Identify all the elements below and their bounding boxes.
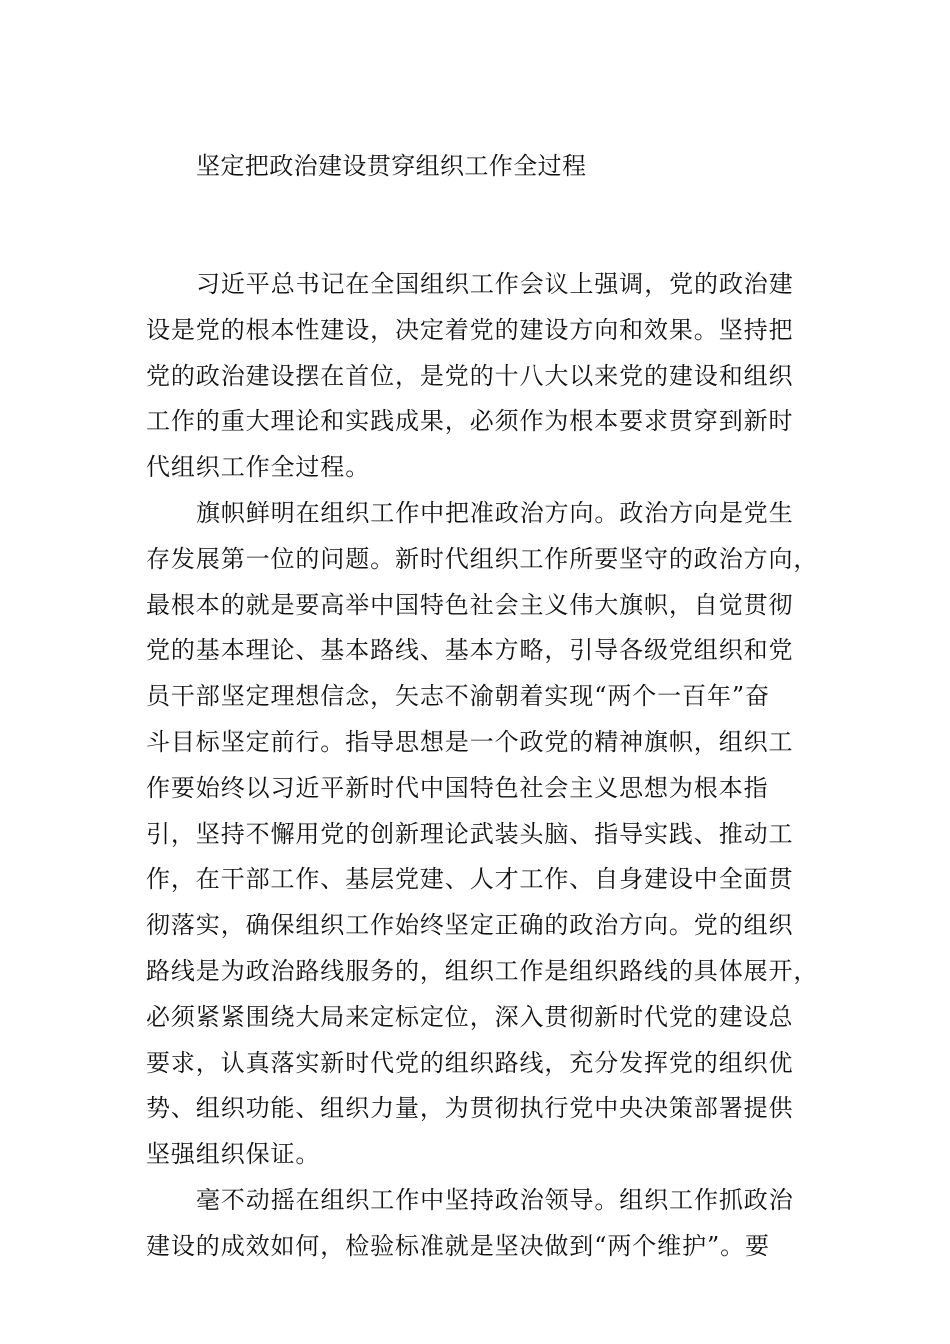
text-line: 作要始终以习近平新时代中国特色社会主义思想为根本指	[146, 773, 769, 802]
text-line: 代组织工作全过程。	[146, 453, 371, 482]
text-line: 设是党的根本性建设，决定着党的建设方向和效果。坚持把	[146, 315, 794, 344]
text-line: 员干部坚定理想信念，矢志不渝朝着实现“两个一百年”奋	[146, 682, 770, 711]
text-line: 最根本的就是要高举中国特色社会主义伟大旗帜，自觉贯彻	[146, 590, 794, 619]
text-line: 势、组织功能、组织力量，为贯彻执行党中央决策部署提供	[146, 1094, 794, 1123]
text-line: 路线是为政治路线服务的，组织工作是组织路线的具体展开，	[146, 956, 819, 985]
text-line: 旗帜鲜明在组织工作中把准政治方向。政治方向是党生	[196, 498, 794, 527]
text-line: 必须紧紧围绕大局来定标定位，深入贯彻新时代党的建设总	[146, 1002, 794, 1031]
text-line: 党的基本理论、基本路线、基本方略，引导各级党组织和党	[146, 636, 794, 665]
text-line: 引，坚持不懈用党的创新理论武装头脑、指导实践、推动工	[146, 819, 794, 848]
document-body	[146, 262, 826, 1270]
text-line: 存发展第一位的问题。新时代组织工作所要坚守的政治方向，	[146, 544, 819, 573]
text-line: 工作的重大理论和实践成果，必须作为根本要求贯穿到新时	[146, 407, 794, 436]
text-line: 党的政治建设摆在首位，是党的十八大以来党的建设和组织	[146, 361, 794, 390]
document-title: 坚定把政治建设贯穿组织工作全过程	[196, 152, 587, 180]
text-line: 建设的成效如何，检验标准就是坚决做到“两个维护”。要	[146, 1231, 770, 1260]
text-line: 斗目标坚定前行。指导思想是一个政党的精神旗帜，组织工	[146, 727, 794, 756]
text-line: 毫不动摇在组织工作中坚持政治领导。组织工作抓政治	[196, 1185, 794, 1214]
text-line: 彻落实，确保组织工作始终坚定正确的政治方向。党的组织	[146, 911, 794, 940]
text-line: 作，在干部工作、基层党建、人才工作、自身建设中全面贯	[146, 865, 794, 894]
text-line: 要求，认真落实新时代党的组织路线，充分发挥党的组织优	[146, 1048, 794, 1077]
text-line: 坚强组织保证。	[146, 1140, 321, 1169]
text-line: 习近平总书记在全国组织工作会议上强调，党的政治建	[196, 270, 794, 298]
